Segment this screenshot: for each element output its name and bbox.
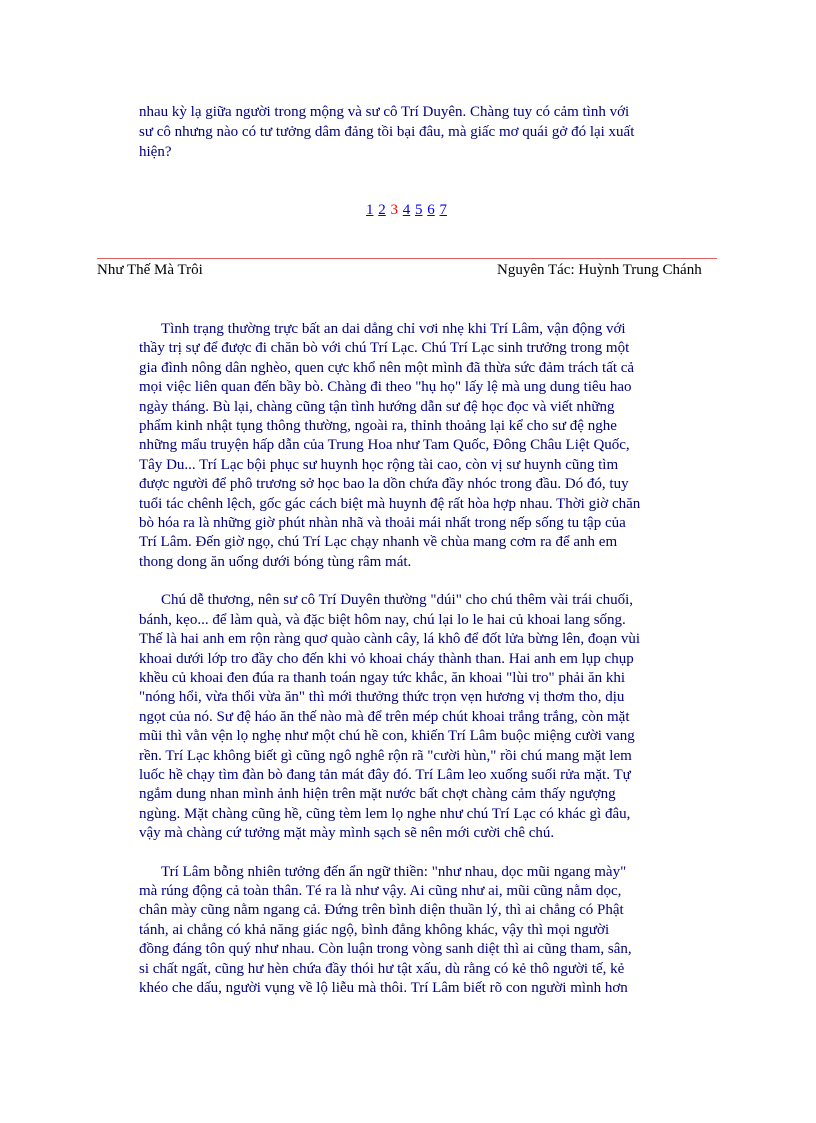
text-line: ngắm dung nhan mình ảnh hiện trên mặt nước bất chợt chàng cảm thấy ngượng [139,786,616,803]
text-line: khoai dưới lớp tro đầy cho đến khi vỏ khoai cháy thành than. Hai anh em lụp chụp [139,650,634,667]
text-line: "nóng hổi, vừa thổi vừa ăn" thì mới thưởng thức trọn vẹn hương vị thơm tho, dịu [139,689,625,706]
text-line: mà rúng động cả toàn thân. Té ra là như vậy. Ai cũng như ai, mũi cũng nằm dọc, [139,882,622,899]
text-line: mọi việc liên quan đến bầy bò. Chàng đi theo "hụ họ" lấy lệ mà ung dung tiêu hao [139,379,632,396]
text-line: thong dong ăn uống dưới bóng tùng râm mát. [139,553,412,570]
text-line: luốc hề chạy tìm đàn bò đang tản mát đây đó. Trí Lâm leo xuống suối rửa mặt. Tự [139,766,631,783]
paragraph-1 [139,320,699,572]
text-line: những mẩu truyện hấp dẫn của Trung Hoa như Tam Quốc, Đông Châu Liệt Quốc, [139,437,630,454]
text-line: khều củ khoai đen đúa ra thanh toán ngay tức khắc, ăn khoai "lùi tro" phải ăn khi [139,669,626,686]
text-line: ngày tháng. Bù lại, chàng cũng tận tình hướng dẫn sư đệ học đọc và viết những [139,398,615,415]
chapter-body [139,320,699,1017]
paragraph-3 [139,863,699,999]
page-link-2[interactable]: 2 [378,202,386,218]
text-line: Chú dễ thương, nên sư cô Trí Duyên thường "dúi" cho chú thêm vài trái chuối, [161,592,634,609]
text-line: khéo che dấu, người vụng về lộ liễu mà thôi. Trí Lâm biết rõ con người mình hơn [139,980,628,996]
text-line: gia đình nông dân nghèo, quen cực khổ nên một mình đã thừa sức đảm trách tất cả [139,359,635,376]
page-link-7[interactable]: 7 [439,202,447,218]
intro-line: nhau kỳ lạ giữa người trong mộng và sư cô Trí Duyên. Chàng tuy có cảm tình với [139,104,630,120]
page-link-4[interactable]: 4 [402,202,411,218]
text-line: đồng đáng tôn quý như nhau. Còn luận trong vòng sanh diệt thì ai cũng tham, sân, [139,941,632,958]
text-line: Tây Du... Trí Lạc bội phục sư huynh học rộng tài cao, còn vị sư huynh cũng tìm [139,456,619,473]
text-line: tánh, ai chẳng có khả năng giác ngộ, bình đẳng không khác, vậy thì mọi người [139,921,610,938]
page-link-6[interactable]: 6 [427,202,435,218]
text-line: rền. Trí Lạc không biết gì cũng ngô nghê rộn rã "cười hùn," rồi chú mang mặt lem [139,747,632,764]
text-line: ngọt của nó. Sư đệ háo ăn thế nào mà để trên mép chút khoai trắng trắng, còn mặt [139,708,630,725]
text-line: bánh, kẹo... để làm quà, và đặc biệt hôm nay, chú lại lo le hai củ khoai lang sống. [139,611,626,628]
text-line: chân mày cũng nằm ngang cả. Đứng trên bình diện thuần lý, thì ai chẳng có Phật [139,902,624,919]
text-line: bò hóa ra là những giờ phút nhàn nhã và thoải mái nhất trong nếp sống tu tập của [139,515,626,532]
intro-line: sư cô nhưng nào có tư tưởng dâm đảng tồi bại đâu, mà giấc mơ quái gở đó lại xuất [139,124,635,140]
page-current-3: 3 [390,202,398,218]
pagination [366,200,448,220]
text-line: ngùng. Mặt chàng cũng hề, cũng tèm lem lọ nghe như chú Trí Lạc có khác gì đâu, [139,805,631,822]
text-line: được người để phô trương sở học bao la dồn chứa đầy nhóc trong đầu. Dó đó, tuy [139,476,629,493]
intro-line: hiện? [139,144,172,160]
intro-text [139,102,679,162]
header-divider [97,258,717,259]
book-author: Nguyên Tác: Huỳnh Trung Chánh [497,262,702,278]
text-line: mũi thì vằn vện lọ nghẹ như một chú hề con, khiến Trí Lâm buộc miệng cười vang [139,728,635,745]
text-line: tuổi tác chênh lệch, gốc gác cách biệt mà huynh đệ rất hòa hợp nhau. Thời giờ chăn [139,495,641,512]
text-line: Trí Lâm. Đến giờ ngọ, chú Trí Lạc chạy nhanh về chùa mang cơm ra để anh em [139,534,618,551]
text-line: vậy mà chàng cứ tưởng mặt mày mình sạch sẽ nên mới cười chê chú. [139,825,555,842]
page-link-1[interactable]: 1 [366,202,374,218]
text-line: Thế là hai anh em rộn ràng quơ quào cành cây, lá khô để đốt lửa bừng lên, đoạn vùi [139,631,640,648]
text-line: thầy trị sự để được đi chăn bò với chú Trí Lạc. Chú Trí Lạc sinh trưởng trong một [139,340,630,357]
text-line: Trí Lâm bỗng nhiên tưởng đến ẩn ngữ thiền: "như nhau, dọc mũi ngang mày" [161,863,627,880]
paragraph-2 [139,591,699,843]
text-line: si chất ngất, cũng hư hèn chứa đầy thói hư tật xấu, dù rằng có kẻ thô người tế, kẻ [139,960,625,977]
page-link-5[interactable]: 5 [415,202,423,218]
book-title: Như Thế Mà Trôi [97,262,203,278]
text-line: Tình trạng thường trực bất an dai dẳng chỉ vơi nhẹ khi Trí Lâm, vận động với [161,321,626,337]
text-line: phẩm kinh nhật tụng thông thường, ngoài ra, thỉnh thoảng lại kể cho sư đệ nghe [139,418,617,435]
